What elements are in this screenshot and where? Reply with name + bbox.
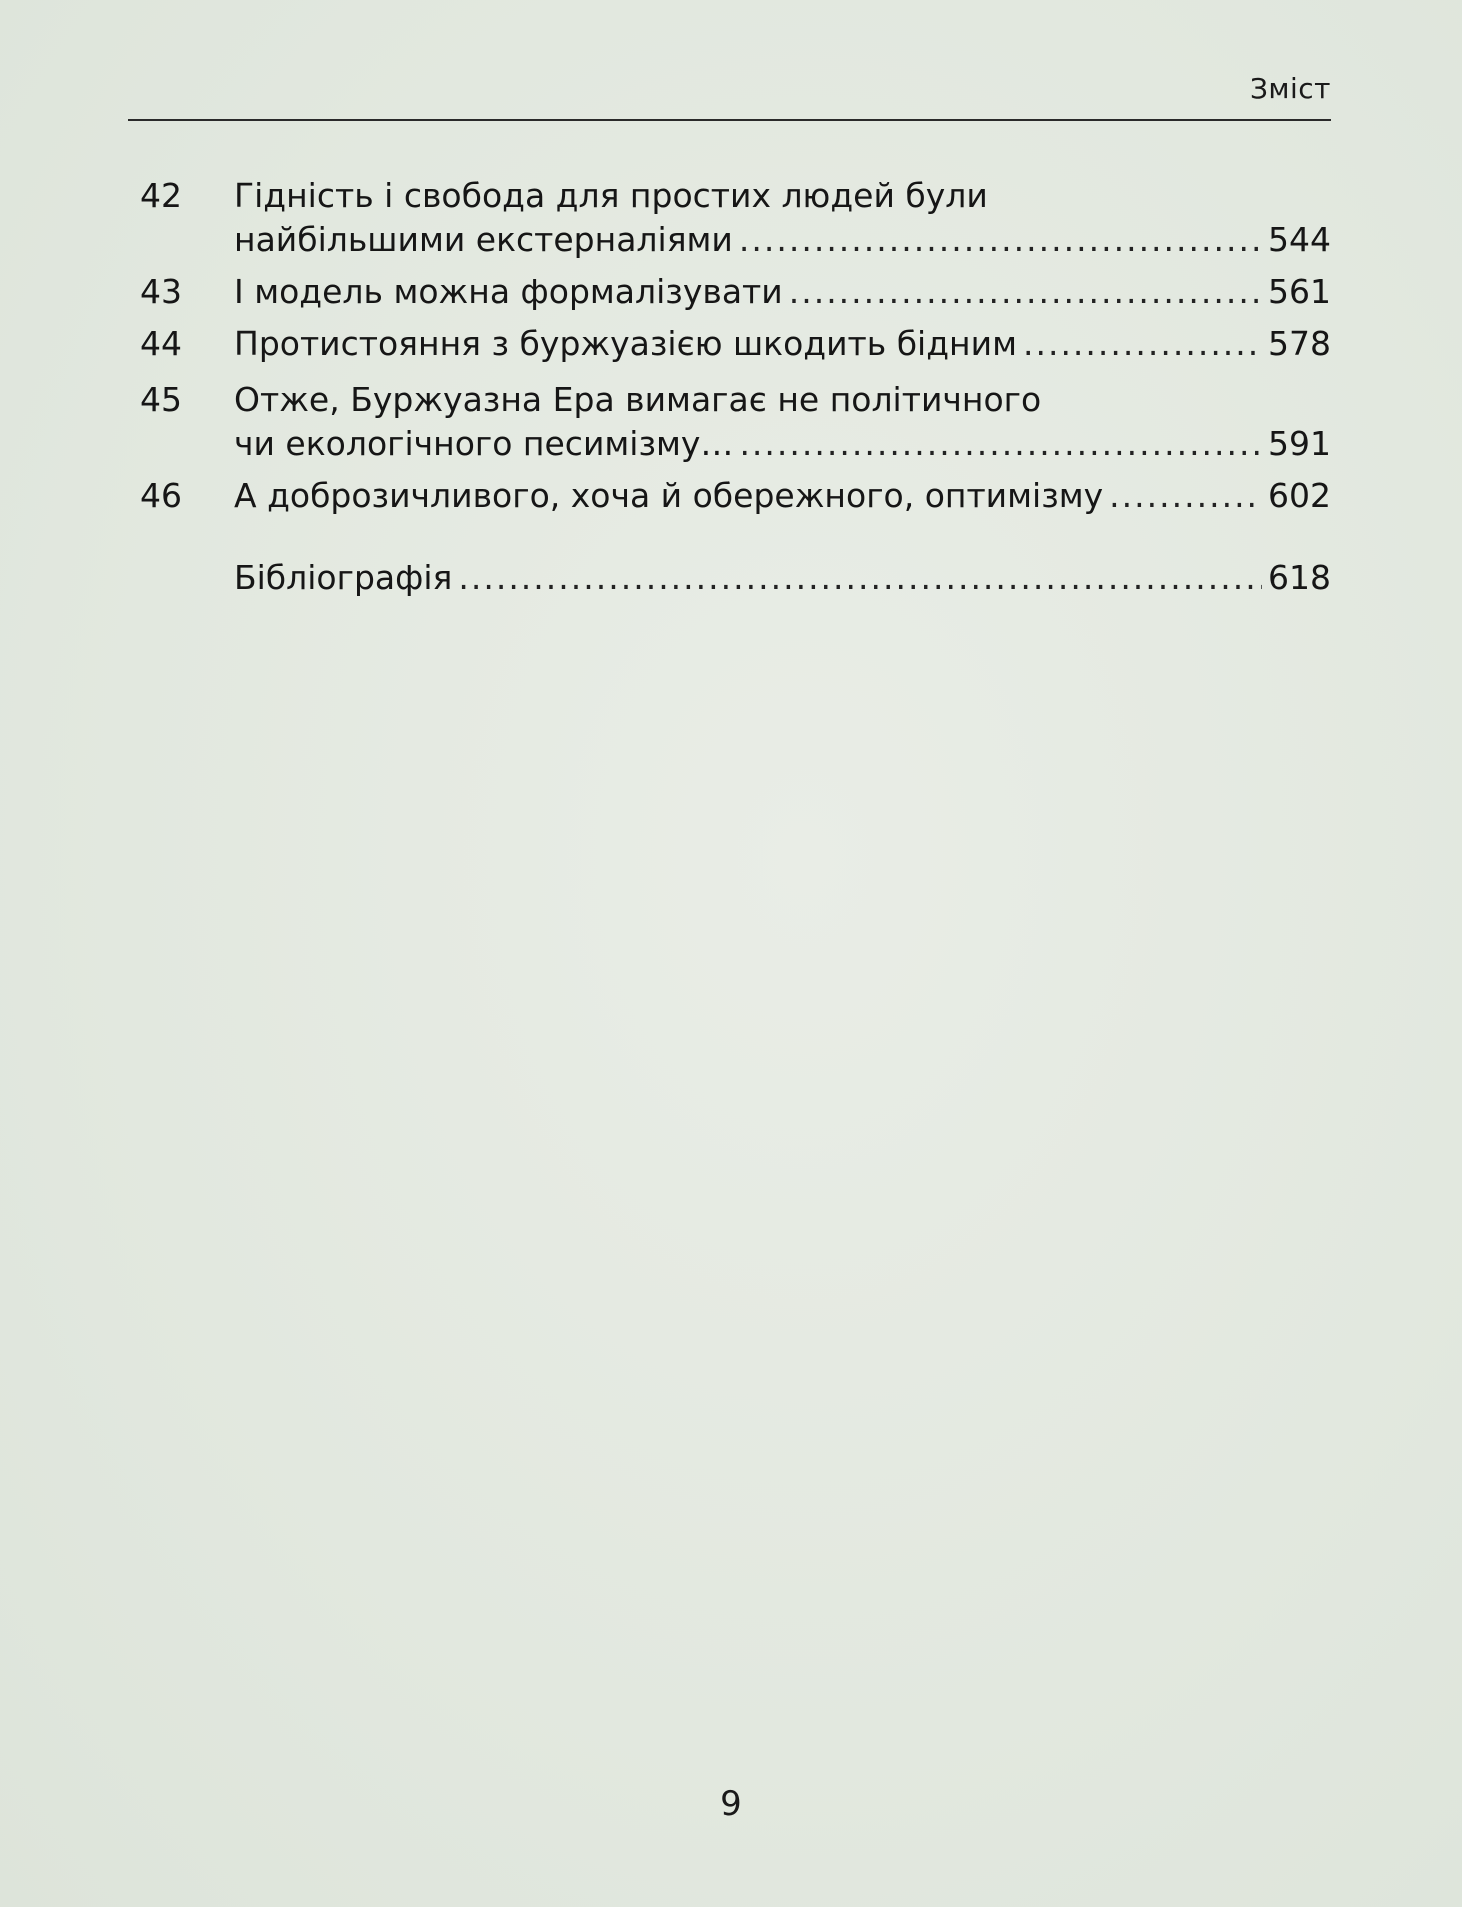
page-number: 618	[1268, 558, 1331, 597]
toc-entry-last-line	[234, 318, 1331, 370]
page-number: 602	[1268, 476, 1331, 515]
toc-entry	[128, 374, 1331, 478]
chapter-title-line: Отже, Буржуазна Ера вимагає не політичного	[234, 380, 1042, 419]
toc-entry-last-line	[234, 470, 1331, 522]
chapter-title-line: Гідність і свобода для простих людей були	[234, 176, 988, 215]
toc-entry	[128, 318, 1331, 370]
bibliography-title: Бібліографія	[234, 558, 453, 597]
header-rule	[128, 119, 1331, 121]
chapter-title-line: найбільшими екстерналіями	[234, 220, 733, 259]
page-number: 591	[1268, 424, 1331, 463]
chapter-title-line: І модель можна формалізувати	[234, 272, 783, 311]
toc-entry-last-line	[234, 552, 1331, 604]
chapter-title-line: А доброзичливого, хоча й обережного, оптимізму	[234, 476, 1104, 515]
chapter-title-line: Протистояння з буржуазією шкодить бідним	[234, 324, 1017, 363]
toc-entry	[128, 266, 1331, 318]
toc-entry	[128, 170, 1331, 274]
dot-leader	[1023, 318, 1262, 370]
dot-leader	[1109, 470, 1262, 522]
toc-entry-last-line	[234, 266, 1331, 318]
page-number: 561	[1268, 272, 1331, 311]
page-number: 544	[1268, 220, 1331, 259]
chapter-number: 45	[140, 380, 182, 419]
page-number: 578	[1268, 324, 1331, 363]
toc-entry	[128, 470, 1331, 522]
toc-entry-last-line	[234, 418, 1331, 470]
dot-leader	[458, 552, 1262, 604]
chapter-number: 46	[140, 476, 182, 515]
toc-entry-last-line	[234, 214, 1331, 266]
chapter-number: 43	[140, 272, 182, 311]
chapter-number: 44	[140, 324, 182, 363]
dot-leader	[739, 214, 1262, 266]
dot-leader	[789, 266, 1262, 318]
running-head: Зміст	[1249, 72, 1331, 105]
page-folio: 9	[720, 1784, 742, 1824]
chapter-number: 42	[140, 176, 182, 215]
chapter-title-line: чи екологічного песимізму…	[234, 424, 734, 463]
toc-entry-bibliography	[128, 552, 1331, 604]
dot-leader	[739, 418, 1262, 470]
